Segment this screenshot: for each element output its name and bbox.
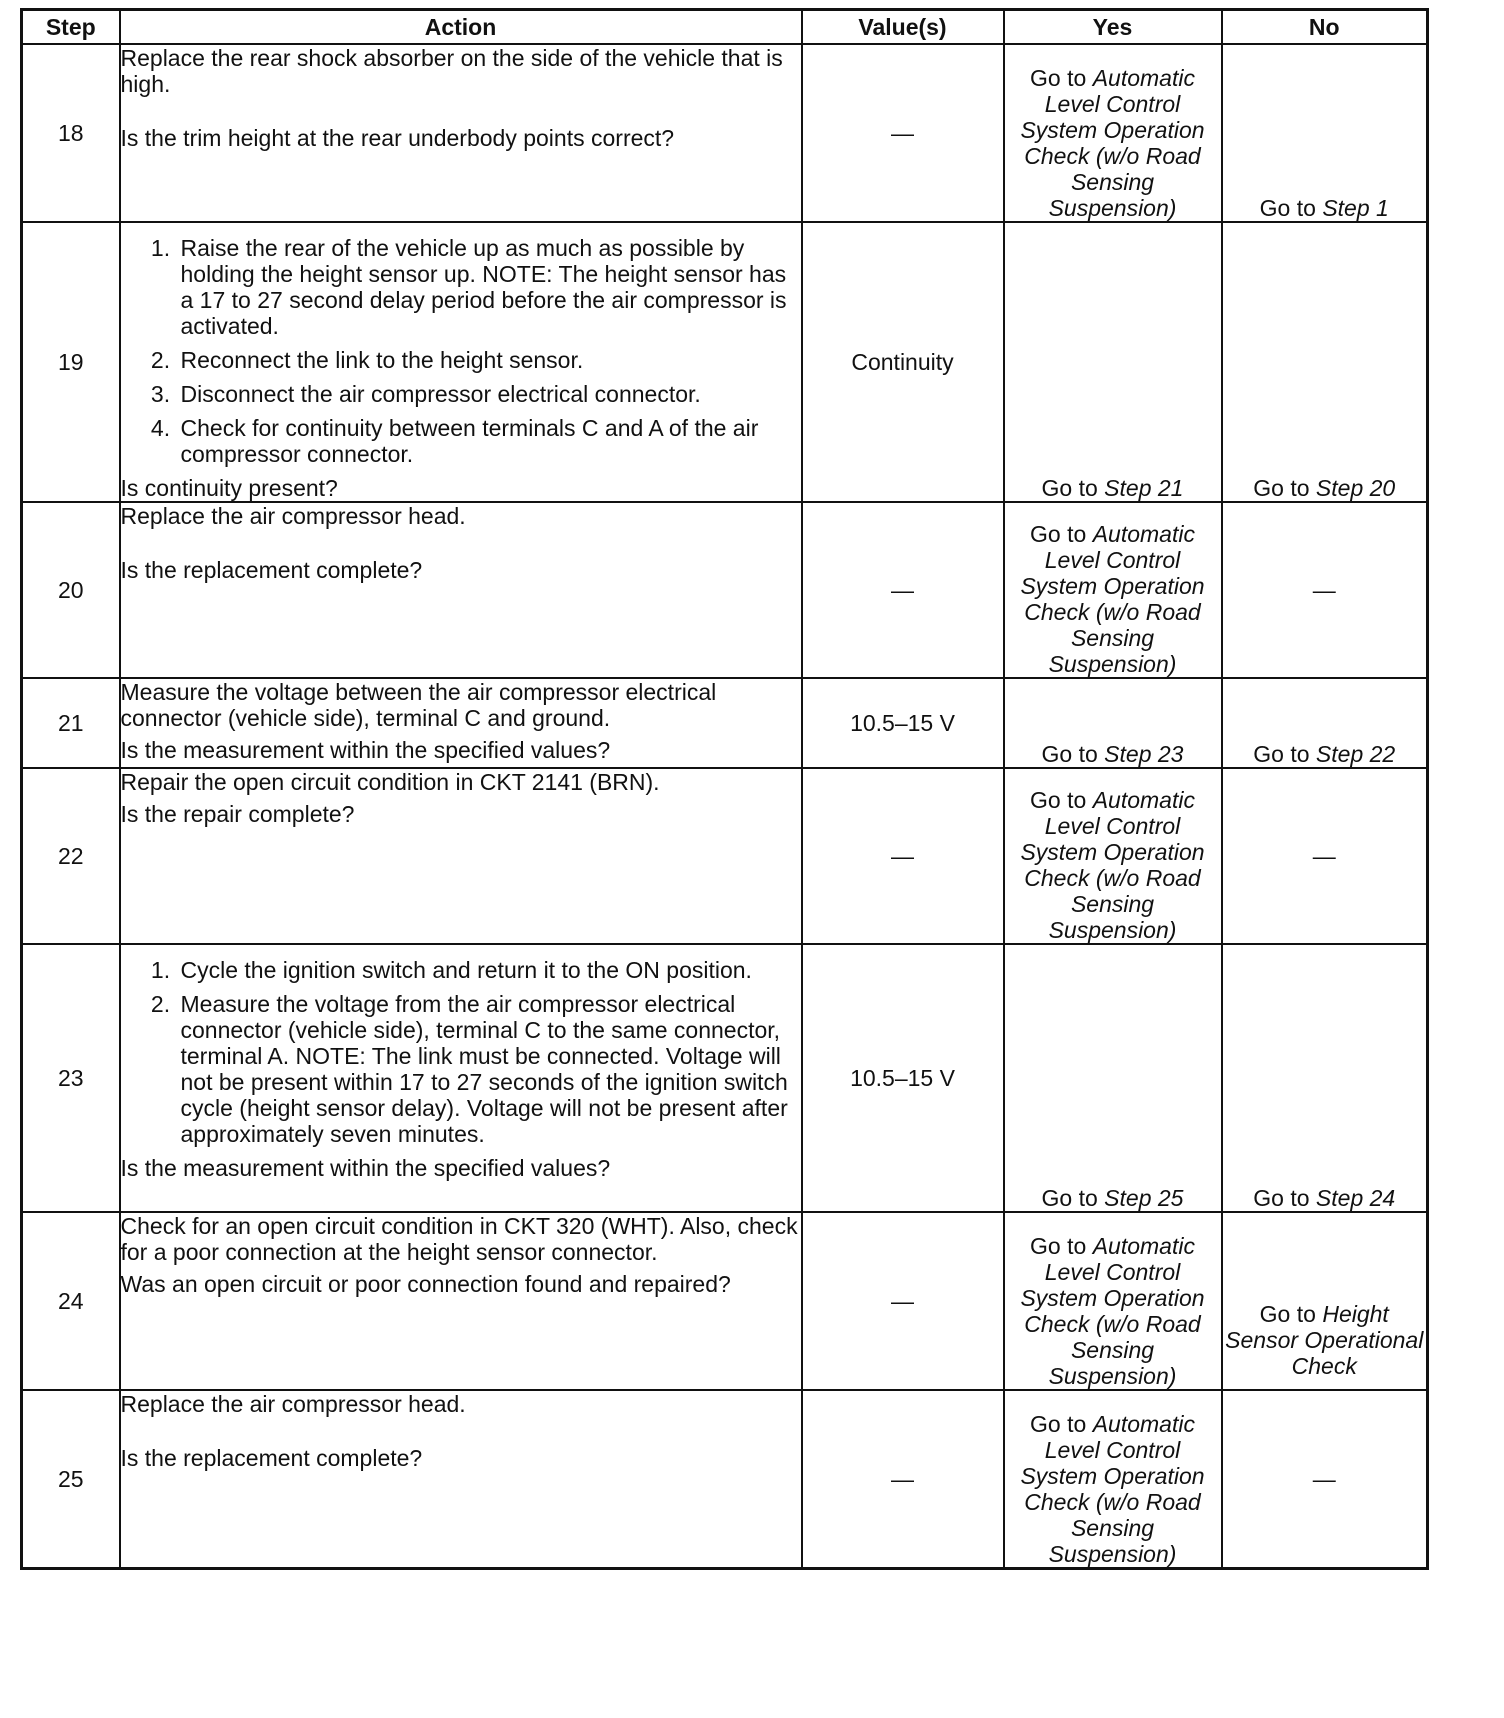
value-cell: — — [802, 1212, 1004, 1390]
yes-cell — [1004, 222, 1222, 502]
action-question: Is the measurement within the specified values? — [120, 1155, 611, 1181]
action-cell — [120, 768, 802, 944]
action-step-item: 3. Disconnect the air compressor electrical connector. — [177, 381, 801, 407]
action-cell — [120, 944, 802, 1212]
header-action: Action — [120, 10, 802, 45]
step-number: 21 — [22, 678, 120, 768]
action-text: Repair the open circuit condition in CKT 2141 (BRN). — [120, 769, 660, 795]
value-cell: Continuity — [802, 222, 1004, 502]
no-cell — [1222, 222, 1428, 502]
action-question: Is the measurement within the specified values? — [120, 737, 611, 763]
no-cell — [1222, 678, 1428, 768]
table-row — [22, 44, 1428, 222]
no-cell: — — [1222, 502, 1428, 678]
step-number: 19 — [22, 222, 120, 502]
yes-link[interactable]: Go to Step 25 — [1041, 1185, 1184, 1211]
yes-cell — [1004, 44, 1222, 222]
yes-cell — [1004, 502, 1222, 678]
no-cell: — — [1222, 768, 1428, 944]
action-step-item: 1. Cycle the ignition switch and return it to the ON position. — [177, 957, 801, 983]
diagnostic-table-sheet — [20, 8, 1426, 1570]
step-number: 25 — [22, 1390, 120, 1568]
action-cell — [120, 1390, 802, 1568]
no-link[interactable]: Go to Height Sensor Operational Check — [1225, 1301, 1424, 1379]
table-row — [22, 1212, 1428, 1390]
value-cell: — — [802, 1390, 1004, 1568]
action-step-item: 4. Check for continuity between terminals C and A of the air compressor connector. — [177, 415, 801, 467]
diagnostic-table — [20, 8, 1429, 1570]
header-row — [22, 10, 1428, 45]
value-cell: — — [802, 768, 1004, 944]
table-row — [22, 222, 1428, 502]
no-link[interactable]: Go to Step 22 — [1253, 741, 1396, 767]
action-text: Replace the air compressor head. — [120, 503, 466, 529]
action-steps — [121, 235, 801, 467]
no-link[interactable]: Go to Step 24 — [1253, 1185, 1396, 1211]
action-text: Replace the air compressor head. — [120, 1391, 466, 1417]
no-cell: — — [1222, 1390, 1428, 1568]
yes-link[interactable]: Go to Automatic Level Control System Operation Check (w/o Road Sensing Suspension) — [1020, 1410, 1205, 1567]
action-text: Check for an open circuit condition in CKT 320 (WHT). Also, check for a poor connection at the height sensor connector. — [120, 1213, 798, 1265]
action-question: Is continuity present? — [120, 475, 338, 501]
value-cell: — — [802, 502, 1004, 678]
action-question: Is the replacement complete? — [120, 1445, 423, 1471]
no-cell — [1222, 44, 1428, 222]
action-text: Replace the rear shock absorber on the side of the vehicle that is high. — [120, 45, 783, 97]
table-row — [22, 1390, 1428, 1568]
yes-cell — [1004, 678, 1222, 768]
step-number: 23 — [22, 944, 120, 1212]
action-step-item: 2. Reconnect the link to the height sensor. — [177, 347, 801, 373]
step-number: 24 — [22, 1212, 120, 1390]
header-no: No — [1222, 10, 1428, 45]
yes-link[interactable]: Go to Step 23 — [1041, 741, 1184, 767]
yes-cell — [1004, 944, 1222, 1212]
value-cell: 10.5–15 V — [802, 678, 1004, 768]
action-question: Is the repair complete? — [120, 801, 355, 827]
step-number: 22 — [22, 768, 120, 944]
no-cell — [1222, 944, 1428, 1212]
action-question: Was an open circuit or poor connection found and repaired? — [120, 1271, 731, 1297]
action-question: Is the trim height at the rear underbody points correct? — [120, 125, 675, 151]
yes-link[interactable]: Go to Automatic Level Control System Operation Check (w/o Road Sensing Suspension) — [1020, 65, 1205, 221]
step-number: 20 — [22, 502, 120, 678]
yes-link[interactable]: Go to Automatic Level Control System Operation Check (w/o Road Sensing Suspension) — [1020, 1233, 1205, 1389]
action-text: Measure the voltage between the air compressor electrical connector (vehicle side), terminal C and ground. — [120, 679, 717, 731]
action-question: Is the replacement complete? — [120, 557, 423, 583]
header-values: Value(s) — [802, 10, 1004, 45]
value-cell: 10.5–15 V — [802, 944, 1004, 1212]
no-link[interactable]: Go to Step 20 — [1253, 475, 1396, 501]
table-row — [22, 944, 1428, 1212]
header-step: Step — [22, 10, 120, 45]
value-cell: — — [802, 44, 1004, 222]
yes-cell — [1004, 768, 1222, 944]
yes-link[interactable]: Go to Automatic Level Control System Operation Check (w/o Road Sensing Suspension) — [1020, 521, 1205, 677]
yes-link[interactable]: Go to Step 21 — [1041, 475, 1184, 501]
table-row — [22, 678, 1428, 768]
action-cell — [120, 1212, 802, 1390]
action-cell — [120, 44, 802, 222]
action-step-item: 2. Measure the voltage from the air compressor electrical connector (vehicle side), terminal C to the same connector, terminal A. NOTE: The link must be connected. Voltage will not be present within 17 to 27 seconds of the ignition switch cycle (height sensor delay). Voltage will not be present after approximately seven minutes. — [177, 991, 801, 1147]
action-cell — [120, 222, 802, 502]
no-link[interactable]: Go to Step 1 — [1259, 195, 1389, 221]
yes-cell — [1004, 1212, 1222, 1390]
action-cell — [120, 502, 802, 678]
table-row — [22, 768, 1428, 944]
yes-cell — [1004, 1390, 1222, 1568]
action-steps — [121, 957, 801, 1147]
table-row — [22, 502, 1428, 678]
action-step-item: 1. Raise the rear of the vehicle up as much as possible by holding the height sensor up. NOTE: The height sensor has a 17 to 27 second delay period before the air compressor is activated. — [177, 235, 801, 339]
header-yes: Yes — [1004, 10, 1222, 45]
step-number: 18 — [22, 44, 120, 222]
no-cell — [1222, 1212, 1428, 1390]
action-cell — [120, 678, 802, 768]
yes-link[interactable]: Go to Automatic Level Control System Operation Check (w/o Road Sensing Suspension) — [1020, 787, 1205, 943]
